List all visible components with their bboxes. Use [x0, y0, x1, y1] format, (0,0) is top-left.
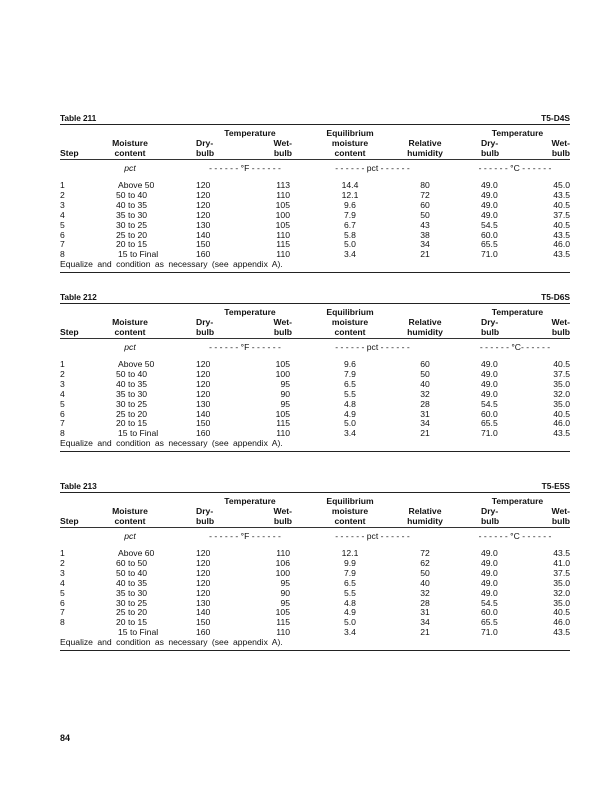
dry-bulb-f: 120	[196, 199, 211, 210]
bottom-rule	[60, 272, 570, 273]
unit-celsius: - - - - - - °C - - - - - -	[478, 163, 552, 173]
moisture-range: 35 to 30	[116, 587, 148, 598]
dry-bulb-c: 65.5	[481, 239, 498, 250]
wet-bulb-f: 113	[276, 180, 290, 190]
header-rule	[60, 338, 570, 339]
step-number: 2	[60, 189, 65, 200]
unit-celsius: - - - - - - °C - - - - - -	[478, 531, 552, 541]
emc-value: 12.1	[341, 548, 359, 558]
dry-bulb-f: 120	[196, 557, 211, 568]
header-wet-c: Wet-	[551, 138, 570, 148]
relative-humidity: 72	[420, 548, 430, 558]
header-dry-c: Dry-	[481, 506, 499, 516]
relative-humidity: 21	[420, 627, 430, 638]
wet-bulb-f: 110	[276, 548, 290, 558]
wet-bulb-c: 40.5	[553, 359, 570, 369]
header-rh-2: humidity	[407, 148, 443, 158]
wet-bulb-f: 95	[280, 597, 290, 608]
relative-humidity: 21	[420, 428, 430, 439]
step-number: 5	[60, 398, 65, 409]
header-wet-f-2: bulb	[273, 327, 292, 337]
emc-value: 5.5	[344, 388, 356, 399]
emc-value: 5.0	[344, 617, 356, 628]
top-rule	[60, 492, 570, 493]
header-moisture-2: content	[114, 327, 146, 337]
relative-humidity: 31	[420, 408, 430, 419]
dry-bulb-c: 49.0	[481, 209, 498, 220]
wet-bulb-c: 43.5	[553, 627, 570, 638]
header-wet-f-2: bulb	[273, 148, 292, 158]
wet-bulb-f: 105	[275, 219, 290, 230]
moisture-range: 15 to Final	[118, 249, 159, 260]
dry-bulb-c: 54.5	[481, 398, 498, 409]
schedule-code: T5-E5S	[541, 481, 570, 491]
wet-bulb-c: 35.0	[553, 398, 570, 409]
header-wet-f: Wet-	[273, 317, 292, 327]
header-temperature-f: Temperature	[224, 128, 276, 138]
dry-bulb-f: 130	[196, 597, 211, 608]
schedule-code: T5-D4S	[541, 113, 570, 123]
step-number: 8	[60, 249, 65, 260]
dry-bulb-f: 120	[196, 567, 211, 578]
wet-bulb-c: 43.5	[553, 548, 570, 558]
relative-humidity: 43	[420, 219, 430, 230]
dry-bulb-c: 71.0	[481, 428, 498, 439]
unit-pct-range: - - - - - - pct - - - - - -	[335, 163, 410, 173]
top-rule	[60, 303, 570, 304]
dry-bulb-f: 120	[196, 368, 211, 379]
relative-humidity: 32	[420, 587, 430, 598]
wet-bulb-c: 41.0	[553, 557, 570, 568]
unit-celsius: - - - - - - °C- - - - - -	[479, 342, 551, 352]
wet-bulb-c: 43.5	[553, 189, 570, 200]
table-title: Table 212	[60, 292, 97, 302]
wet-bulb-c: 40.5	[553, 607, 570, 618]
dry-bulb-f: 160	[196, 627, 211, 638]
step-number: 3	[60, 378, 65, 389]
header-step: Step	[60, 327, 79, 337]
bottom-rule	[60, 451, 570, 452]
header-emc-3: content	[334, 327, 366, 337]
moisture-range: 50 to 40	[116, 189, 148, 200]
header-dry-f-2: bulb	[196, 148, 215, 158]
header-dry-f: Dry-	[196, 506, 214, 516]
header-temperature-c: Temperature	[491, 128, 544, 138]
header-rule	[60, 159, 570, 160]
wet-bulb-f: 95	[280, 378, 290, 389]
moisture-range: 25 to 20	[116, 408, 148, 419]
wet-bulb-c: 40.5	[553, 219, 570, 230]
relative-humidity: 60	[420, 199, 430, 210]
wet-bulb-c: 32.0	[553, 388, 570, 399]
dry-bulb-c: 54.5	[481, 219, 498, 230]
header-emc-2: moisture	[331, 138, 369, 148]
dry-bulb-f: 120	[196, 577, 211, 588]
header-moisture: Moisture	[112, 317, 148, 327]
footnote: Equalize and condition as necessary (see appendix A).	[60, 259, 283, 270]
wet-bulb-f: 115	[276, 418, 290, 429]
wet-bulb-f: 105	[275, 199, 290, 210]
step-number: 6	[60, 408, 65, 419]
dry-bulb-f: 120	[196, 180, 211, 190]
unit-pct: pct	[124, 531, 136, 541]
wet-bulb-f: 110	[276, 428, 290, 439]
unit-pct-range: - - - - - - pct - - - - - -	[335, 342, 410, 352]
wet-bulb-c: 37.5	[553, 209, 570, 220]
step-number: 6	[60, 229, 65, 240]
moisture-range: 20 to 15	[116, 418, 148, 429]
header-dry-c-2: bulb	[481, 327, 500, 337]
schedule-table	[60, 292, 570, 453]
emc-value: 5.0	[344, 239, 356, 250]
wet-bulb-f: 95	[280, 577, 290, 588]
emc-value: 5.0	[344, 418, 356, 429]
header-emc-2: moisture	[331, 506, 369, 516]
dry-bulb-c: 49.0	[481, 180, 498, 190]
header-rh-2: humidity	[407, 516, 443, 526]
relative-humidity: 62	[420, 557, 430, 568]
step-number: 4	[60, 388, 65, 399]
unit-fahrenheit: - - - - - - °F - - - - - -	[209, 163, 281, 173]
header-step: Step	[60, 148, 79, 158]
relative-humidity: 28	[420, 398, 430, 409]
header-dry-c: Dry-	[481, 138, 499, 148]
header-wet-c: Wet-	[551, 506, 570, 516]
dry-bulb-c: 49.0	[481, 557, 498, 568]
unit-fahrenheit: - - - - - - °F - - - - - -	[209, 342, 281, 352]
wet-bulb-f: 105	[275, 408, 290, 419]
wet-bulb-c: 35.0	[553, 378, 570, 389]
wet-bulb-c: 35.0	[553, 577, 570, 588]
header-moisture: Moisture	[112, 506, 148, 516]
step-number: 7	[60, 418, 65, 429]
emc-value: 7.9	[344, 567, 356, 578]
dry-bulb-c: 49.0	[481, 359, 498, 369]
bottom-rule	[60, 650, 570, 651]
relative-humidity: 72	[420, 189, 430, 200]
step-number: 4	[60, 577, 65, 588]
moisture-range: Above 50	[118, 359, 155, 369]
relative-humidity: 34	[420, 617, 430, 628]
header-rh: Relative	[408, 317, 442, 327]
dry-bulb-f: 160	[196, 428, 211, 439]
header-dry-f-2: bulb	[196, 327, 215, 337]
dry-bulb-f: 120	[196, 359, 211, 369]
wet-bulb-c: 46.0	[553, 418, 570, 429]
dry-bulb-f: 140	[196, 408, 211, 419]
wet-bulb-c: 37.5	[553, 368, 570, 379]
wet-bulb-f: 115	[276, 617, 290, 628]
moisture-range: 40 to 35	[116, 199, 148, 210]
header-wet-c: Wet-	[551, 317, 570, 327]
header-rule	[60, 527, 570, 528]
step-number: 3	[60, 199, 65, 210]
emc-value: 6.5	[344, 577, 356, 588]
step-number: 7	[60, 607, 65, 618]
dry-bulb-c: 49.0	[481, 587, 498, 598]
relative-humidity: 50	[420, 567, 430, 578]
dry-bulb-c: 60.0	[481, 229, 498, 240]
dry-bulb-c: 49.0	[481, 199, 498, 210]
header-emc: Equilibrium	[326, 496, 374, 506]
emc-value: 7.9	[344, 368, 356, 379]
step-number: 1	[60, 359, 65, 369]
header-dry-c-2: bulb	[481, 516, 500, 526]
unit-pct: pct	[124, 163, 136, 173]
relative-humidity: 21	[420, 249, 430, 260]
footnote: Equalize and condition as necessary (see appendix A).	[60, 438, 283, 449]
step-number: 4	[60, 209, 65, 220]
header-dry-c-2: bulb	[481, 148, 500, 158]
dry-bulb-f: 130	[196, 219, 211, 230]
header-temperature-f: Temperature	[224, 307, 276, 317]
dry-bulb-f: 120	[196, 378, 211, 389]
wet-bulb-f: 110	[276, 627, 290, 638]
step-number: 3	[60, 567, 65, 578]
relative-humidity: 34	[420, 239, 430, 250]
header-emc-3: content	[334, 148, 366, 158]
wet-bulb-f: 105	[275, 359, 290, 369]
header-moisture-2: content	[114, 148, 146, 158]
schedule-table	[60, 113, 570, 274]
relative-humidity: 28	[420, 597, 430, 608]
dry-bulb-c: 49.0	[481, 548, 498, 558]
header-emc-3: content	[334, 516, 366, 526]
step-number: 5	[60, 587, 65, 598]
header-rh: Relative	[408, 138, 442, 148]
wet-bulb-f: 90	[280, 587, 290, 598]
emc-value: 4.9	[344, 607, 356, 618]
emc-value: 9.6	[344, 359, 356, 369]
step-number: 7	[60, 239, 65, 250]
dry-bulb-f: 160	[196, 249, 211, 260]
dry-bulb-c: 71.0	[481, 627, 498, 638]
footnote: Equalize and condition as necessary (see appendix A).	[60, 637, 283, 648]
schedule-code: T5-D6S	[541, 292, 570, 302]
emc-value: 4.9	[344, 408, 356, 419]
wet-bulb-f: 106	[275, 557, 290, 568]
dry-bulb-f: 120	[196, 587, 211, 598]
step-number: 5	[60, 219, 65, 230]
dry-bulb-c: 49.0	[481, 567, 498, 578]
dry-bulb-f: 120	[196, 209, 211, 220]
moisture-range: 60 to 50	[116, 557, 148, 568]
step-number: 2	[60, 368, 65, 379]
emc-value: 6.5	[344, 378, 356, 389]
moisture-range: 40 to 35	[116, 378, 148, 389]
moisture-range: 20 to 15	[116, 239, 148, 250]
header-wet-c-2: bulb	[551, 516, 570, 526]
step-number: 8	[60, 617, 65, 628]
dry-bulb-c: 49.0	[481, 378, 498, 389]
wet-bulb-f: 90	[280, 388, 290, 399]
step-number: 1	[60, 548, 65, 558]
wet-bulb-f: 115	[276, 239, 290, 250]
wet-bulb-f: 105	[275, 607, 290, 618]
moisture-range: Above 60	[118, 548, 155, 558]
moisture-range: 40 to 35	[116, 577, 148, 588]
dry-bulb-f: 140	[196, 607, 211, 618]
wet-bulb-c: 43.5	[553, 249, 570, 260]
page-number: 84	[60, 733, 71, 743]
moisture-range: 50 to 40	[116, 368, 148, 379]
header-dry-f-2: bulb	[196, 516, 215, 526]
dry-bulb-c: 65.5	[481, 617, 498, 628]
moisture-range: 15 to Final	[118, 627, 159, 638]
dry-bulb-c: 60.0	[481, 607, 498, 618]
relative-humidity: 38	[420, 229, 430, 240]
relative-humidity: 40	[420, 378, 430, 389]
header-dry-f: Dry-	[196, 317, 214, 327]
schedule-table	[60, 481, 570, 652]
relative-humidity: 50	[420, 368, 430, 379]
emc-value: 5.8	[344, 229, 356, 240]
header-wet-f: Wet-	[273, 138, 292, 148]
moisture-range: 30 to 25	[116, 219, 148, 230]
wet-bulb-c: 43.5	[553, 229, 570, 240]
header-wet-c-2: bulb	[551, 327, 570, 337]
dry-bulb-c: 49.0	[481, 388, 498, 399]
unit-fahrenheit: - - - - - - °F - - - - - -	[209, 531, 281, 541]
emc-value: 4.8	[344, 597, 356, 608]
wet-bulb-f: 95	[280, 398, 290, 409]
step-number: 2	[60, 557, 65, 568]
header-wet-f: Wet-	[273, 506, 292, 516]
emc-value: 9.6	[344, 199, 356, 210]
relative-humidity: 31	[420, 607, 430, 618]
dry-bulb-f: 150	[196, 239, 211, 250]
unit-pct: pct	[124, 342, 136, 352]
unit-pct-range: - - - - - - pct - - - - - -	[335, 531, 410, 541]
wet-bulb-c: 35.0	[553, 597, 570, 608]
header-moisture: Moisture	[112, 138, 148, 148]
step-number: 6	[60, 597, 65, 608]
dry-bulb-f: 150	[196, 418, 211, 429]
header-step: Step	[60, 516, 79, 526]
moisture-range: Above 50	[118, 180, 155, 190]
dry-bulb-c: 65.5	[481, 418, 498, 429]
relative-humidity: 80	[420, 180, 430, 190]
step-number: 8	[60, 428, 65, 439]
emc-value: 3.4	[344, 249, 356, 260]
moisture-range: 25 to 20	[116, 229, 148, 240]
emc-value: 12.1	[341, 189, 359, 200]
header-emc-2: moisture	[331, 317, 369, 327]
moisture-range: 20 to 15	[116, 617, 148, 628]
header-dry-c: Dry-	[481, 317, 499, 327]
step-number: 1	[60, 180, 65, 190]
wet-bulb-f: 110	[276, 189, 290, 200]
dry-bulb-c: 49.0	[481, 368, 498, 379]
dry-bulb-c: 60.0	[481, 408, 498, 419]
dry-bulb-f: 140	[196, 229, 211, 240]
moisture-range: 35 to 30	[116, 388, 148, 399]
wet-bulb-f: 100	[275, 567, 290, 578]
wet-bulb-c: 32.0	[553, 587, 570, 598]
wet-bulb-f: 110	[276, 229, 290, 240]
dry-bulb-c: 71.0	[481, 249, 498, 260]
wet-bulb-f: 110	[276, 249, 290, 260]
wet-bulb-f: 100	[275, 368, 290, 379]
wet-bulb-c: 45.0	[553, 180, 570, 190]
moisture-range: 30 to 25	[116, 398, 148, 409]
header-rh-2: humidity	[407, 327, 443, 337]
header-moisture-2: content	[114, 516, 146, 526]
relative-humidity: 60	[420, 359, 430, 369]
relative-humidity: 32	[420, 388, 430, 399]
header-temperature-c: Temperature	[491, 307, 544, 317]
wet-bulb-f: 100	[275, 209, 290, 220]
wet-bulb-c: 40.5	[553, 199, 570, 210]
moisture-range: 25 to 20	[116, 607, 148, 618]
emc-value: 6.7	[344, 219, 356, 230]
wet-bulb-c: 46.0	[553, 617, 570, 628]
relative-humidity: 40	[420, 577, 430, 588]
table-title: Table 211	[60, 113, 97, 123]
header-emc: Equilibrium	[326, 128, 374, 138]
emc-value: 9.9	[344, 557, 356, 568]
wet-bulb-c: 40.5	[553, 408, 570, 419]
top-rule	[60, 124, 570, 125]
relative-humidity: 34	[420, 418, 430, 429]
header-rh: Relative	[408, 506, 442, 516]
emc-value: 7.9	[344, 209, 356, 220]
dry-bulb-f: 120	[196, 548, 211, 558]
wet-bulb-c: 43.5	[553, 428, 570, 439]
emc-value: 3.4	[344, 428, 356, 439]
dry-bulb-f: 120	[196, 388, 211, 399]
header-wet-c-2: bulb	[551, 148, 570, 158]
header-emc: Equilibrium	[326, 307, 374, 317]
moisture-range: 50 to 40	[116, 567, 148, 578]
dry-bulb-f: 130	[196, 398, 211, 409]
dry-bulb-c: 54.5	[481, 597, 498, 608]
dry-bulb-f: 120	[196, 189, 211, 200]
emc-value: 4.8	[344, 398, 356, 409]
moisture-range: 15 to Final	[118, 428, 159, 439]
dry-bulb-f: 150	[196, 617, 211, 628]
wet-bulb-c: 37.5	[553, 567, 570, 578]
emc-value: 14.4	[341, 180, 359, 190]
header-dry-f: Dry-	[196, 138, 214, 148]
moisture-range: 30 to 25	[116, 597, 148, 608]
header-temperature-f: Temperature	[224, 496, 276, 506]
emc-value: 5.5	[344, 587, 356, 598]
header-temperature-c: Temperature	[491, 496, 544, 506]
emc-value: 3.4	[344, 627, 356, 638]
relative-humidity: 50	[420, 209, 430, 220]
wet-bulb-c: 46.0	[553, 239, 570, 250]
table-title: Table 213	[60, 481, 97, 491]
dry-bulb-c: 49.0	[481, 189, 498, 200]
moisture-range: 35 to 30	[116, 209, 148, 220]
header-wet-f-2: bulb	[273, 516, 292, 526]
dry-bulb-c: 49.0	[481, 577, 498, 588]
